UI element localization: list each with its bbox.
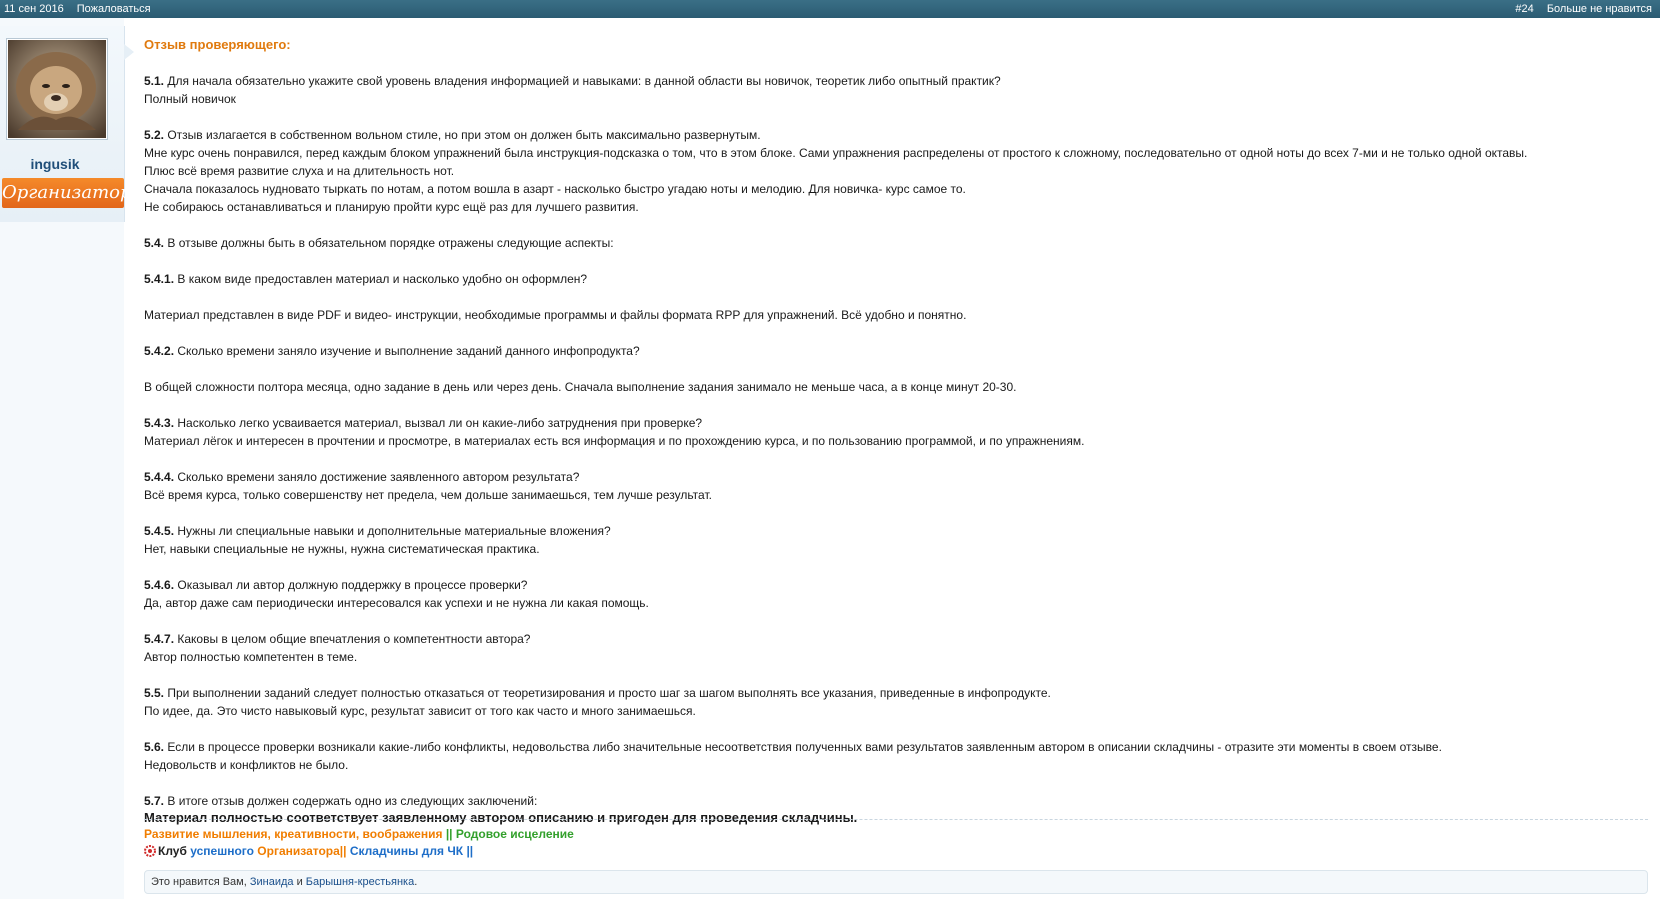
review-item (144, 738, 1644, 774)
question-text: В отзыве должны быть в обязательном порядке отражены следующие аспекты: (164, 236, 614, 250)
club-link-successful[interactable]: успешного (190, 844, 254, 858)
review-item (144, 342, 1644, 396)
question-text: При выполнении заданий следует полностью отказаться от теоретизирования и просто шаг за шагом выполнять все указания, приведенные в инфопродукте. (164, 686, 1051, 700)
question-text: Если в процессе проверки возникали какие-либо конфликты, недовольства либо значительные несоответствия полученных вами результатов заявленным автором в описании складчины - отразите эти моменты в своем отзыве. (164, 740, 1442, 754)
post-date: 11 сен 2016 (4, 3, 64, 15)
question-number: 5.4.3. (144, 416, 175, 430)
question-text: Каковы в целом общие впечатления о компетентности автора? (174, 632, 531, 646)
username[interactable]: ingusik (30, 156, 80, 172)
question-text: Сколько времени заняло изучение и выполнение заданий данного инфопродукта? (174, 344, 640, 358)
review-item (144, 414, 1644, 450)
review-item (144, 684, 1644, 720)
question-number: 5.4.7. (144, 632, 175, 646)
question-text: В итоге отзыв должен содержать одно из следующих заключений: (164, 794, 538, 808)
review-question (144, 342, 1644, 360)
review-answer-line: Не собираюсь останавливаться и планирую пройти курс ещё раз для лучшего развития. (144, 200, 639, 214)
question-text: Нужны ли специальные навыки и дополнительные материальные вложения? (174, 524, 611, 538)
user-signature (144, 819, 1648, 860)
signature-separator-2: || (339, 844, 350, 858)
gear-icon (144, 845, 156, 857)
signature-line-2 (144, 843, 1648, 860)
review-answer-line: Автор полностью компетентен в теме. (144, 650, 358, 664)
review-question (144, 738, 1644, 756)
question-number: 5.1. (144, 74, 165, 88)
post-topbar (0, 0, 1660, 18)
question-text: Для начала обязательно укажите свой уровень владения информацией и навыками: в данной области вы новичок, теоретик либо опытный практик? (164, 74, 1001, 88)
review-question (144, 684, 1644, 702)
review-question (144, 630, 1644, 648)
review-answer-line: Плюс всё время развитие слуха и на длительность нот. (144, 164, 455, 178)
review-answer-line: По идее, да. Это чисто навыковый курс, результат зависит от того как часто и много занимаешься. (144, 704, 696, 718)
review-question (144, 576, 1644, 594)
review-item (144, 270, 1644, 324)
review-item (144, 234, 1644, 252)
review-item (144, 468, 1644, 504)
review-answer-line (144, 288, 1644, 306)
club-prefix: Клуб (158, 844, 191, 858)
review-answer-line: Нет, навыки специальные не нужны, нужна систематическая практика. (144, 542, 540, 556)
question-number: 5.7. (144, 794, 165, 808)
question-text: Оказывал ли автор должную поддержку в процессе проверки? (174, 578, 528, 592)
review-answer-line: Да, автор даже сам периодически интересовался как успехи и не нужна ли какая помощь. (144, 596, 649, 610)
likes-suffix: . (414, 876, 418, 888)
question-number: 5.4.6. (144, 578, 175, 592)
card-pointer (124, 44, 134, 60)
topbar-left (4, 0, 161, 18)
like-user-1[interactable]: Зинаида (249, 876, 294, 888)
signature-link-thinking[interactable]: Развитие мышления, креативности, воображения (144, 827, 443, 841)
review-items (144, 72, 1644, 810)
review-question (144, 72, 1644, 90)
review-answer-line: Всё время курса, только совершенству нет предела, чем дольше занимаешься, тем лучше результат. (144, 488, 712, 502)
review-item (144, 126, 1644, 216)
signature-link-skladchiny[interactable]: Складчины для ЧК (349, 844, 464, 858)
unlike-link[interactable]: Больше не нравится (1546, 3, 1652, 15)
review-answer-line: Полный новичок (144, 92, 236, 106)
topbar-right (1505, 0, 1652, 18)
review-question (144, 792, 1644, 810)
review-answer-line: Сначала показалось нудновато тыркать по нотам, а потом вошла в азарт - насколько быстро угадаю ноты и мелодию. Для новичка- курс самое то. (144, 182, 966, 196)
likes-prefix: Это нравится Вам, (151, 876, 250, 888)
review-answer-line: Мне курс очень понравился, перед каждым блоком упражнений была инструкция-подсказка о том, что в этом блоке. Сами упражнения распределены от простого к сложному, последовательно от одной ноты до всех 7-ми и не только одной октавы. (144, 146, 1528, 160)
review-heading: Отзыв проверяющего: (144, 37, 291, 52)
club-link-organizer[interactable]: Организатора (257, 844, 340, 858)
signature-separator: || (442, 827, 456, 841)
question-number: 5.6. (144, 740, 165, 754)
question-number: 5.5. (144, 686, 165, 700)
review-answer-line (144, 360, 1644, 378)
organizer-badge: Организатор (2, 178, 124, 208)
likes-and: и (293, 876, 306, 888)
review-answer-line: Недовольств и конфликтов не было. (144, 758, 349, 772)
user-card (0, 26, 132, 222)
review-item (144, 792, 1644, 810)
review-item (144, 72, 1644, 108)
review-item (144, 522, 1644, 558)
question-number: 5.4.4. (144, 470, 175, 484)
signature-line-1 (144, 826, 1648, 843)
question-text: В каком виде предоставлен материал и насколько удобно он оформлен? (174, 272, 588, 286)
lion-avatar-image (8, 40, 106, 138)
signature-link-healing[interactable]: Родовое исцеление (455, 827, 574, 841)
question-number: 5.2. (144, 128, 165, 142)
review-question (144, 414, 1644, 432)
post-number-link[interactable]: #24 (1515, 3, 1534, 15)
review-item (144, 576, 1644, 612)
review-question (144, 522, 1644, 540)
like-user-2[interactable]: Барышня-крестьянка (305, 876, 415, 888)
signature-separator-3: || (463, 844, 474, 858)
question-number: 5.4.5. (144, 524, 175, 538)
question-text: Отзыв излагается в собственном вольном стиле, но при этом он должен быть максимально развернутым. (164, 128, 761, 142)
user-sidebar (0, 18, 132, 899)
review-question (144, 126, 1644, 144)
question-text: Насколько легко усваивается материал, вызвал ли он какие-либо затруднения при проверке? (174, 416, 703, 430)
question-number: 5.4.1. (144, 272, 175, 286)
review-item (144, 630, 1644, 666)
review-answer-line: В общей сложности полтора месяца, одно задание в день или через день. Сначала выполнение задания занимало не меньше часа, а в конце минут 20-30. (144, 380, 1017, 394)
question-number: 5.4. (144, 236, 165, 250)
report-link[interactable]: Пожаловаться (76, 3, 151, 15)
review-question (144, 234, 1644, 252)
review-answer-line: Материал лёгок и интересен в прочтении и просмотре, в материалах есть вся информация и по прохождению курса, и по пользованию программой, и по упражнениям. (144, 434, 1085, 448)
review-question (144, 468, 1644, 486)
avatar[interactable] (6, 38, 108, 140)
review-conclusion: Материал полностью соответствует заявленному автором описанию и пригоден для проведения складчины. (144, 810, 858, 825)
post-content (144, 36, 1644, 825)
review-question (144, 270, 1644, 288)
question-number: 5.4.2. (144, 344, 175, 358)
review-answer-line: Материал представлен в виде PDF и видео- инструкции, необходимые программы и файлы формата RPP для упражнений. Всё удобно и понятно. (144, 308, 967, 322)
question-text: Сколько времени заняло достижение заявленного автором результата? (174, 470, 580, 484)
likes-bar (144, 870, 1648, 894)
